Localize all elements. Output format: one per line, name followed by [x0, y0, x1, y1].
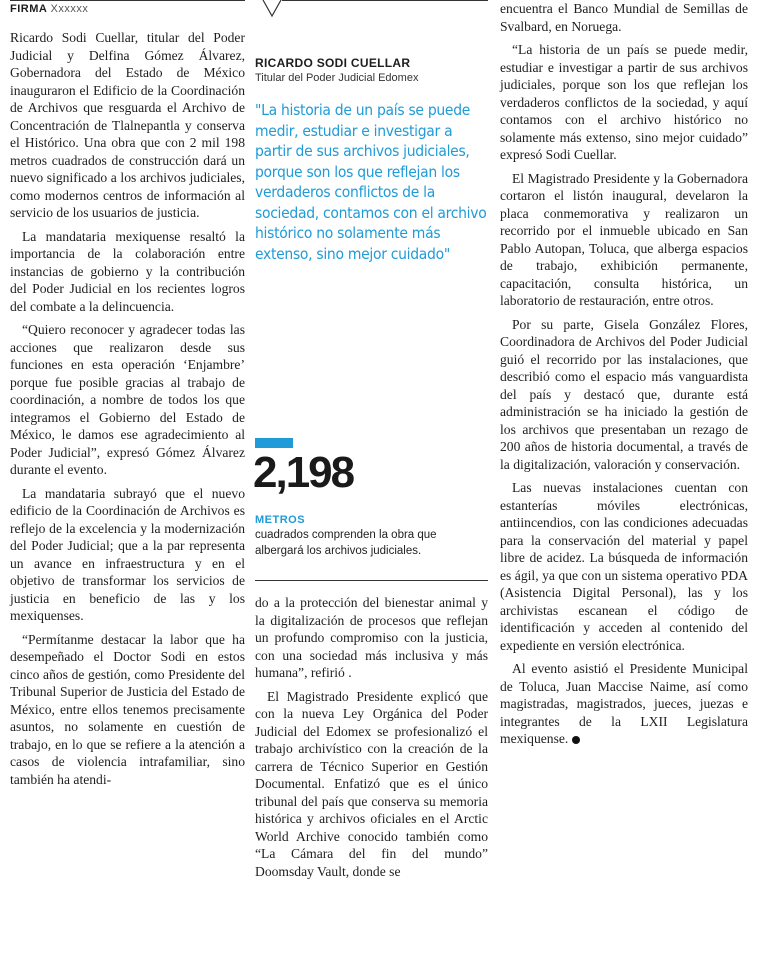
feature-bottom-rule	[255, 580, 488, 581]
paragraph: “Quiero reconocer y agradecer todas las acciones que realizaron desde sus funciones en esta operación ‘Enjambre’ porque fue posible gracias al trabajo de coordinación, a nombre de todos los que integramos el Gobierno del Estado de México, le damos ese agradecimiento al Poder Judicial”, expresó Gómez Álvarez durante el evento.	[10, 322, 245, 477]
paragraph: Ricardo Sodi Cuellar, titular del Poder Judicial y Delfina Gómez Álvarez, Gobernadora del Estado de México inauguraron el Edificio de la Coordinación de Archivos que resguarda el Archivo de Concentración de Tlalnepantla y conserva el Histórico. Una obra que con 2 mil 198 metros cuadrados de construcción dará un nuevo significado a los archivos judiciales, como modernos centros de información al servicio de los usuarios de justicia.	[10, 30, 245, 220]
end-mark-icon	[572, 736, 580, 744]
paragraph: El Magistrado Presidente explicó que con la nueva Ley Orgánica del Poder Judicial del Edomex se profesionalizó el trabajo archivístico con la creación de la carrera de Técnico Superior en Gestión Documental. Enfatizó que es el único tribunal del país que conserva su memoria histórica y archivos oficiales en el Arctic World Archive conocido también como “La Cámara del fin del mundo” Doomsday Vault, donde se	[255, 688, 488, 879]
paragraph: El Magistrado Presidente y la Gobernadora cortaron el listón inaugural, develaron la placa conmemorativa y realizaron un recorrido por el inmueble ubicado en San Pablo Autopan, Toluca, que alberga espacios de trabajo, exhibición permanente, capacitación, consulta histórica, un laboratorio de restauración, entre otros.	[500, 170, 748, 308]
paragraph: Por su parte, Gisela González Flores, Coordinadora de Archivos del Poder Judicial guió el recorrido por las instalaciones, que describió como el espacio más vanguardista del país y destacó que, durante está administración se ha iniciado la gestión de los archivos que presentaban un rezago de 200 años de historia documental, a través de la digitalización, valoración y conservación.	[500, 316, 748, 472]
stat-unit: METROS	[255, 514, 306, 526]
paragraph: La mandataria subrayó que el nuevo edificio de la Coordinación de Archivos es reflejo de la excelencia y la modernización del Poder Judicial; que a la par representa un avance en infraestructura y en el objetivo de transformar los servicios de justicia en beneficio de las y los mexiquenses.	[10, 485, 245, 623]
paragraph: “La historia de un país se puede medir, estudiar e investigar a partir de sus archivos judiciales, porque son los que reflejan los verdaderos conflictos de la sociedad, y aquí contamos con el archivo histórico no solamente más extenso, sino mejor cuidado” expresó Sodi Cuellar.	[500, 42, 748, 162]
pull-quote: "La historia de un país se puede medir, estudiar e investigar a partir de sus archivos judiciales, porque son los que reflejan los verdaderos conflictos de la sociedad, contamos con el archivo histórico no solamente más extenso, sino mejor cuidado"	[255, 101, 487, 263]
chevron-down-icon	[262, 0, 282, 20]
paragraph: La mandataria mexiquense resaltó la importancia de la colaboración entre instancias de gobierno y la contribución del Poder Judicial en los recientes logros del combate a la delincuencia.	[10, 228, 245, 314]
paragraph-last	[500, 660, 748, 748]
byline-author: Xxxxxx	[50, 3, 89, 15]
byline	[10, 3, 245, 15]
feature-rule	[282, 0, 488, 1]
accent-bar	[255, 438, 293, 448]
column-right	[500, 0, 748, 754]
paragraph-text: Al evento asistió el Presidente Municipal de Toluca, Juan Maccise Naime, así como magistradas, magistrados, jueces, juezas e integrantes de la LXII Legislatura mexiquense.	[500, 661, 748, 746]
paragraph: “Permítanme destacar la labor que ha desempeñado el Doctor Sodi en estos cinco años de gestión, como Presidente del Tribunal Superior de Justicia del Estado de México, entre ellos tenemos precisamente asuntos, no solamente en cuestión de trabajo, en lo que se refiere a la atención a casos de violencia intrafamiliar, sino también ha atendi-	[10, 631, 245, 787]
byline-label: FIRMA	[10, 3, 47, 15]
stat-number: 2,198	[253, 448, 354, 497]
top-rule	[10, 0, 245, 1]
stat-caption: cuadrados comprenden la obra que albergará los archivos judiciales.	[255, 529, 437, 557]
column-middle	[255, 594, 488, 886]
feature-role: Titular del Poder Judicial Edomex	[255, 72, 419, 84]
column-left	[10, 0, 245, 794]
paragraph: do a la protección del bienestar animal y la digitalización de procesos que reflejan un profundo compromiso con la justicia, con una sociedad más inclusiva y más humana”, refirió .	[255, 595, 488, 680]
paragraph: encuentra el Banco Mundial de Semillas de Svalbard, en Noruega.	[500, 1, 748, 34]
feature-name: RICARDO SODI CUELLAR	[255, 56, 411, 70]
paragraph: Las nuevas instalaciones cuentan con estanterías móviles electrónicas, antiincendios, con las condiciones adecuadas para la conservación del material y papel libre de acidez. La búsqueda de información es ágil, ya que con un sistema operativo PDA (Asistencia Digital Personal), las y los archivistas escanean el código de identificación y acceden al contenido del expediente en versión electrónica.	[500, 480, 748, 653]
